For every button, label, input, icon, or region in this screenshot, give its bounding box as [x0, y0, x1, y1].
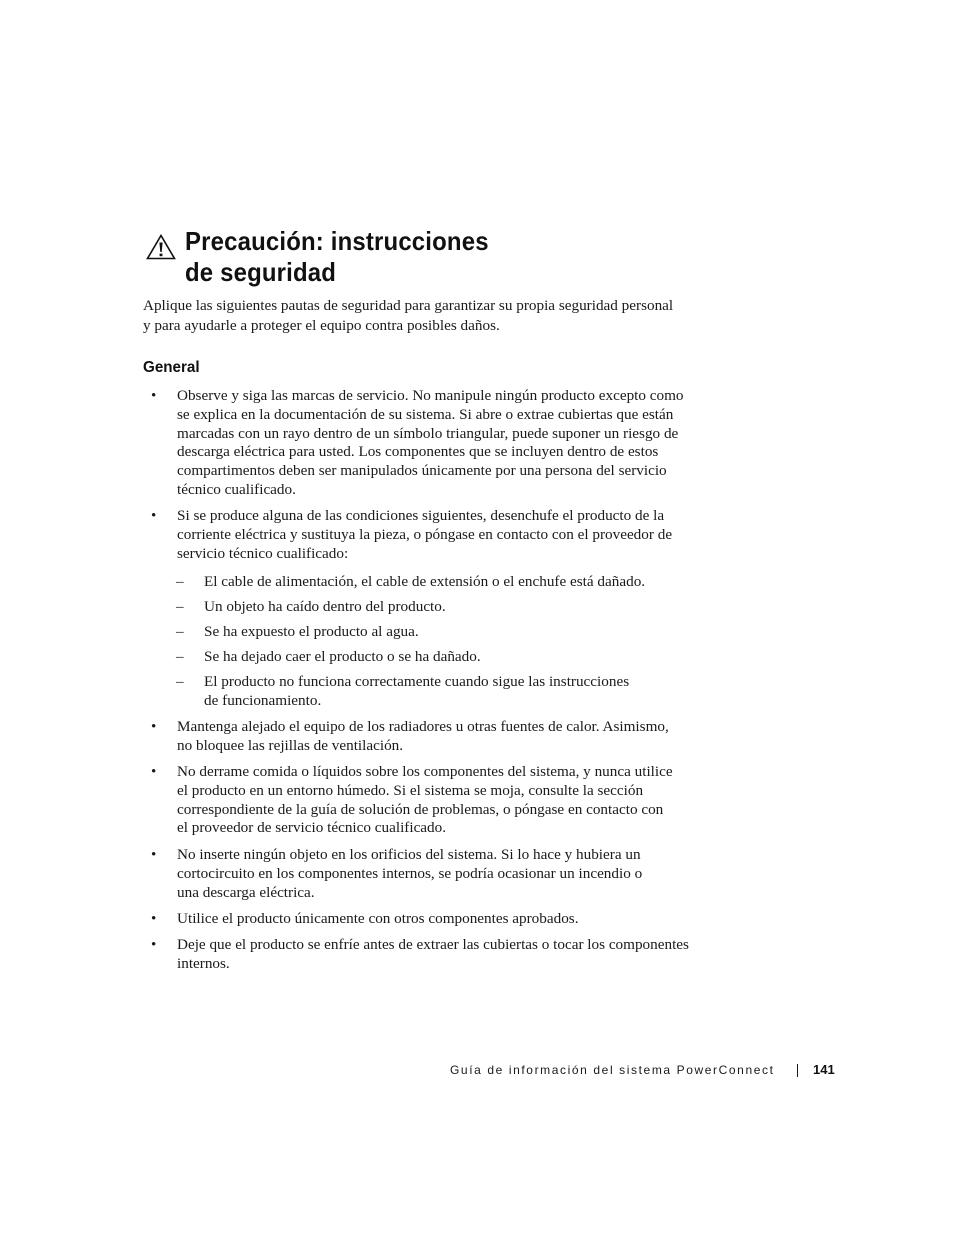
bullet-line: corriente eléctrica y sustituya la pieza, o póngase en contacto con el proveedor de	[177, 525, 673, 543]
bullet-item-7	[177, 936, 689, 974]
bullet-marker: •	[151, 936, 157, 953]
bullet-line: Utilice el producto únicamente con otros componentes aprobados.	[177, 910, 579, 927]
bullet-marker: •	[151, 387, 157, 404]
dash-marker: –	[176, 648, 184, 665]
bullet-marker: •	[151, 846, 157, 863]
page-title-line-1: Precaución: instrucciones	[185, 226, 489, 256]
bullet-line: descarga eléctrica para usted. Los componentes que se incluyen dentro de estos	[177, 443, 659, 461]
bullet-line: no bloquee las rejillas de ventilación.	[177, 736, 404, 754]
bullet-marker: •	[151, 763, 157, 780]
page-title-line-2: de seguridad	[185, 257, 337, 287]
dash-marker: –	[176, 623, 184, 640]
bullet-line: el proveedor de servicio técnico cualificado.	[177, 819, 447, 837]
bullet-line: Mantenga alejado el equipo de los radiadores u otras fuentes de calor. Asimismo,	[177, 718, 669, 735]
bullet-line: cortocircuito en los componentes internos, se podría ocasionar un incendio o	[177, 864, 643, 882]
bullet-item-1	[177, 387, 684, 500]
intro-paragraph	[143, 296, 743, 336]
sub-item-line: Se ha dejado caer el producto o se ha dañado.	[204, 648, 481, 665]
page-number: 141	[813, 1062, 835, 1077]
bullet-line: correspondiente de la guía de solución de problemas, o póngase en contacto con	[177, 800, 664, 818]
bullet-line: una descarga eléctrica.	[177, 883, 315, 901]
bullet-marker: •	[151, 507, 157, 524]
bullet-line: marcadas con un rayo dentro de un símbolo triangular, puede suponer un riesgo de	[177, 424, 679, 442]
dash-marker: –	[176, 673, 184, 690]
bullet-line: el producto en un entorno húmedo. Si el sistema se moja, consulte la sección	[177, 781, 644, 799]
bullet-line: No inserte ningún objeto en los orificios del sistema. Si lo hace y hubiera un	[177, 846, 641, 863]
bullet-line: No derrame comida o líquidos sobre los componentes del sistema, y nunca utilice	[177, 763, 673, 780]
bullet-item-6	[177, 910, 579, 929]
sub-item-4	[204, 648, 481, 667]
bullet-line: Si se produce alguna de las condiciones siguientes, desenchufe el producto de la	[177, 507, 665, 524]
intro-line: Aplique las siguientes pautas de seguridad para garantizar su propia seguridad personal	[143, 297, 674, 314]
bullet-line: compartimentos deben ser manipulados únicamente por una persona del servicio	[177, 462, 667, 480]
sub-item-5	[204, 673, 629, 711]
section-heading-general: General	[143, 359, 200, 376]
bullet-line: se explica en la documentación de su sistema. Si abre o extrae cubiertas que están	[177, 405, 674, 423]
footer-guide-title: Guía de información del sistema PowerConnect	[450, 1063, 775, 1077]
sub-item-line: El cable de alimentación, el cable de extensión o el enchufe está dañado.	[204, 573, 646, 590]
bullet-line: Deje que el producto se enfríe antes de extraer las cubiertas o tocar los componentes	[177, 936, 689, 953]
bullet-item-5	[177, 846, 642, 902]
bullet-item-2	[177, 507, 672, 563]
sub-item-1	[204, 573, 645, 592]
bullet-line: Observe y siga las marcas de servicio. No manipule ningún producto excepto como	[177, 387, 684, 404]
warning-triangle-icon	[146, 234, 176, 260]
sub-item-line: El producto no funciona correctamente cuando sigue las instrucciones	[204, 673, 630, 690]
intro-line: y para ayudarle a proteger el equipo contra posibles daños.	[143, 317, 500, 334]
bullet-marker: •	[151, 910, 157, 927]
bullet-line: técnico cualificado.	[177, 480, 296, 498]
sub-item-line: de funcionamiento.	[204, 691, 322, 709]
page-title	[185, 226, 489, 288]
footer-separator	[797, 1064, 798, 1077]
bullet-item-3	[177, 718, 669, 756]
bullet-item-4	[177, 763, 673, 838]
dash-marker: –	[176, 573, 184, 590]
sub-item-line: Se ha expuesto el producto al agua.	[204, 623, 419, 640]
bullet-line: servicio técnico cualificado:	[177, 544, 349, 562]
bullet-marker: •	[151, 718, 157, 735]
sub-item-2	[204, 598, 446, 617]
sub-item-line: Un objeto ha caído dentro del producto.	[204, 598, 446, 615]
sub-item-3	[204, 623, 419, 642]
bullet-line: internos.	[177, 954, 230, 972]
dash-marker: –	[176, 598, 184, 615]
